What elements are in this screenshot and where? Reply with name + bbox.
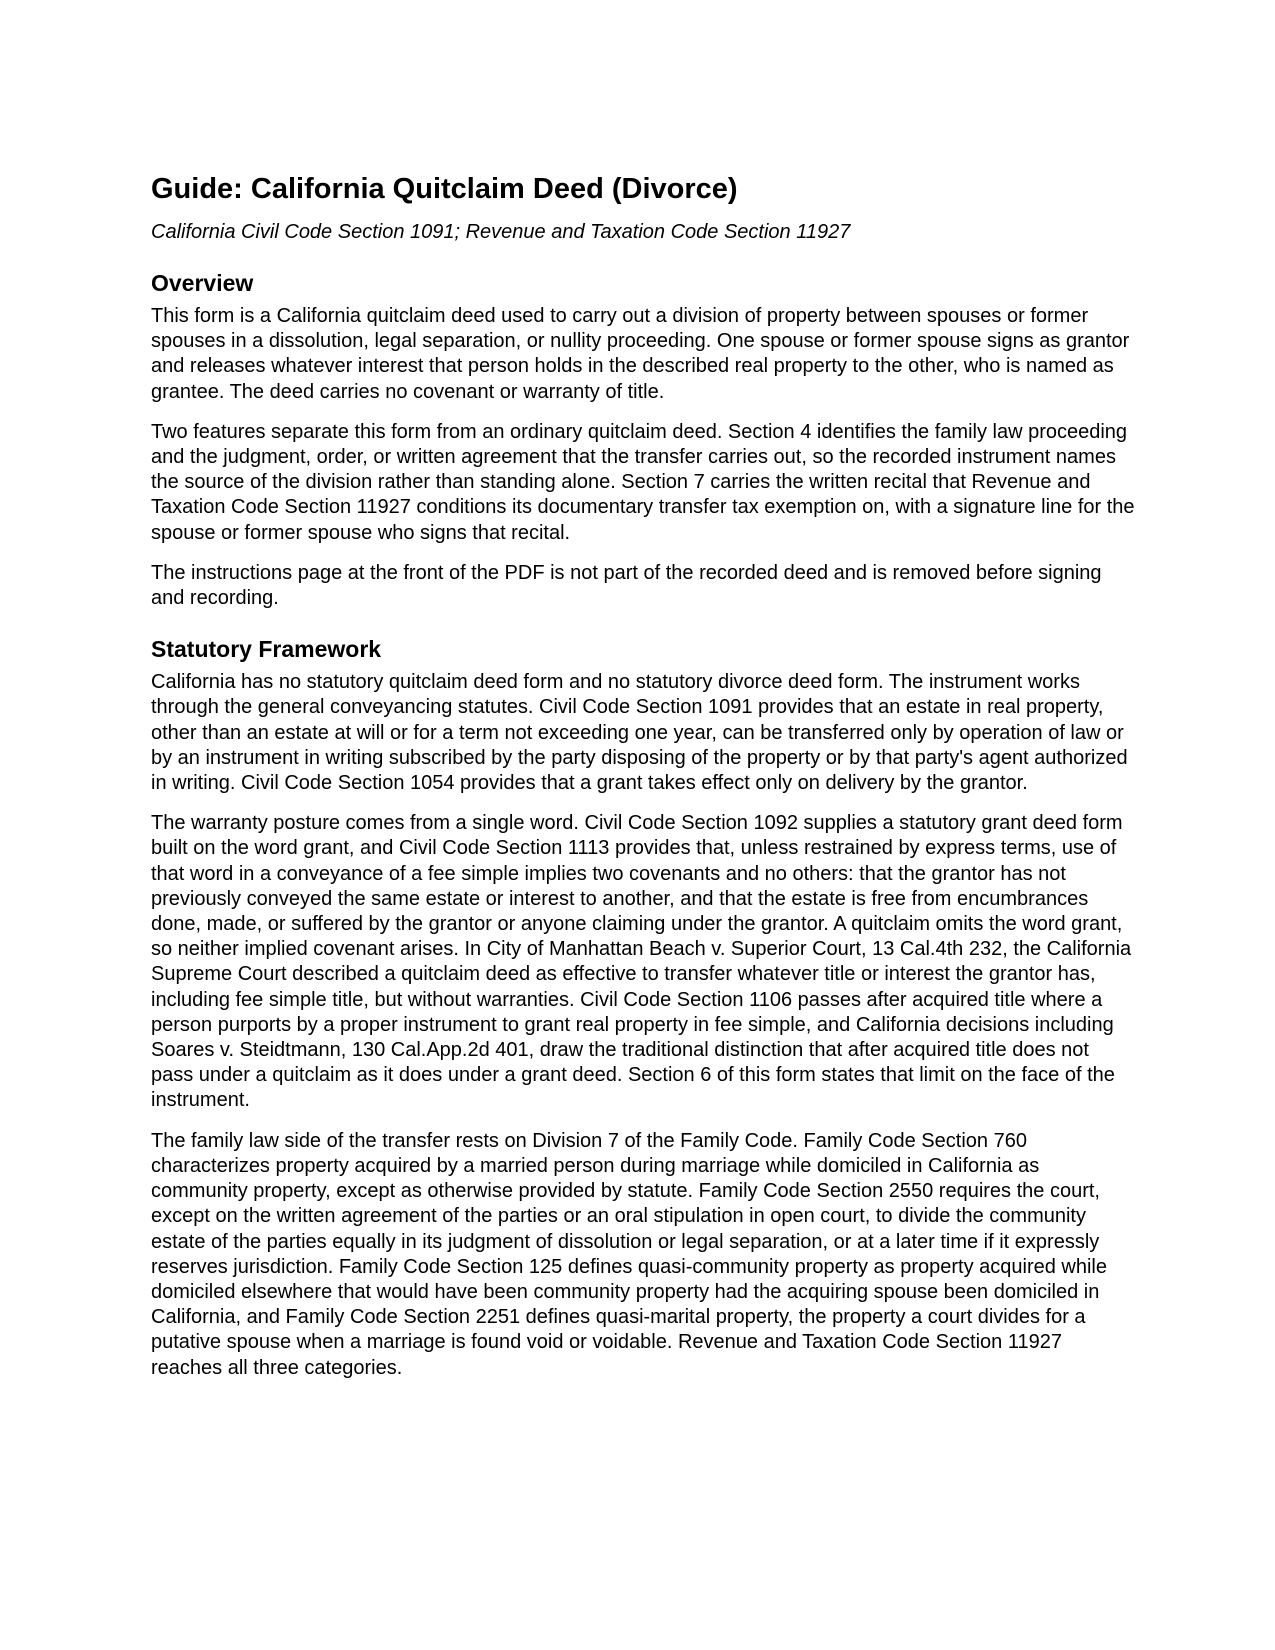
paragraph: This form is a California quitclaim deed used to carry out a division of property between spouses or former spouses in a dissolution, legal separation, or nullity proceeding. One spouse or former spouse signs as grantor and releases whatever interest that person holds in the described real property to the other, who is named as grantee. The deed carries no covenant or warranty of title. bbox=[151, 305, 1130, 403]
paragraph: Two features separate this form from an ordinary quitclaim deed. Section 4 identifies the family law proceeding and the judgment, order, or written agreement that the transfer carries out, so the recorded instrument names the source of the division rather than standing alone. Section 7 carries the written recital that Revenue and Taxation Code Section 11927 conditions its documentary transfer tax exemption on, with a signature line for the spouse or former spouse who signs that recital. bbox=[151, 420, 1135, 544]
paragraph: The instructions page at the front of the PDF is not part of the recorded deed and is removed before signing and recording. bbox=[151, 561, 1102, 610]
paragraph: The warranty posture comes from a single word. Civil Code Section 1092 supplies a statutory grant deed form built on the word grant, and Civil Code Section 1113 provides that, unless restrained by express terms, use of that word in a conveyance of a fee simple implies two covenants and no others: that the grantor has not previously conveyed the same estate or interest to another, and that the estate is free from encumbrances done, made, or suffered by the grantor or anyone claiming under the grantor. A quitclaim omits the word grant, so neither implied covenant arises. In City of Manhattan Beach v. Superior Court, 13 Cal.4th 232, the California Supreme Court described a quitclaim deed as effective to transfer whatever title or interest the grantor has, including fee simple title, but without warranties. Civil Code Section 1106 passes after acquired title where a person purports by a proper instrument to grant real property in fee simple, and California decisions including Soares v. Steidtmann, 130 Cal.App.2d 401, draw the traditional distinction that after acquired title does not pass under a quitclaim as it does under a grant deed. Section 6 of this form states that limit on the face of the instrument. bbox=[151, 812, 1132, 1112]
paragraph: The family law side of the transfer rests on Division 7 of the Family Code. Family Code Section 760 characterizes property acquired by a married person during marriage while domiciled in California as community property, except as otherwise provided by statute. Family Code Section 2550 requires the court, except on the written agreement of the parties or an oral stipulation in open court, to divide the community estate of the parties equally in its judgment of dissolution or legal separation, or at a later time if it expressly reserves jurisdiction. Family Code Section 125 defines quasi-community property as property acquired while domiciled elsewhere that would have been community property had the acquiring spouse been domiciled in California, and Family Code Section 2251 defines quasi-marital property, the property a court divides for a putative spouse when a marriage is found void or voidable. Revenue and Taxation Code Section 11927 reaches all three categories. bbox=[151, 1129, 1107, 1379]
page-title: Guide: California Quitclaim Deed (Divorce) bbox=[151, 173, 738, 205]
section-heading-statutory-framework: Statutory Framework bbox=[151, 636, 382, 663]
document-page bbox=[151, 170, 1136, 1381]
page-subtitle: California Civil Code Section 1091; Revenue and Taxation Code Section 11927 bbox=[151, 221, 851, 243]
section-heading-overview: Overview bbox=[151, 270, 254, 296]
paragraph: California has no statutory quitclaim deed form and no statutory divorce deed form. The instrument works through the general conveyancing statutes. Civil Code Section 1091 provides that an estate in real property, other than an estate at will or for a term not exceeding one year, can be transferred only by operation of law or by an instrument in writing subscribed by the party disposing of the property or by that party's agent authorized in writing. Civil Code Section 1054 provides that a grant takes effect only on delivery by the grantor. bbox=[151, 671, 1128, 795]
